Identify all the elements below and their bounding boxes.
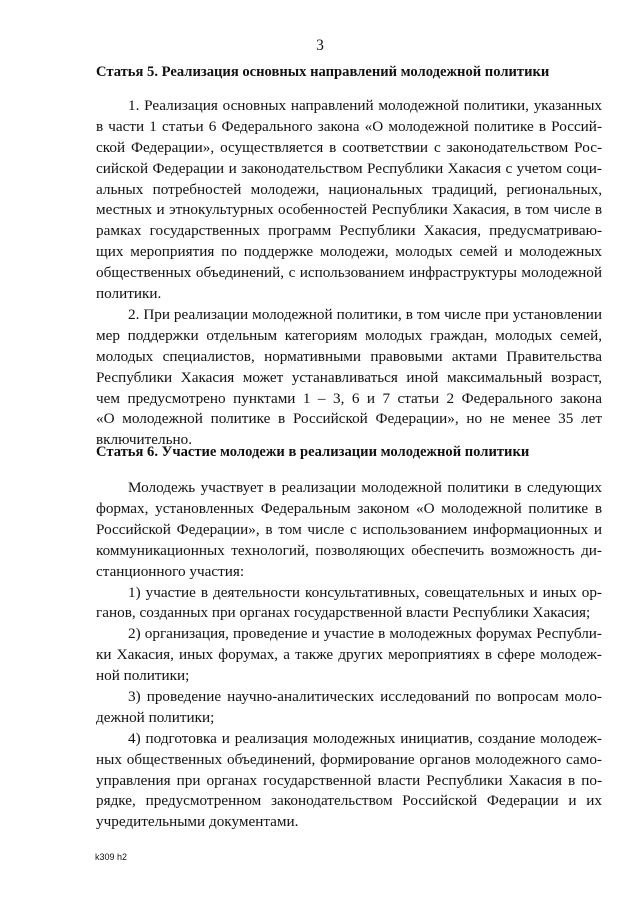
text-line: сийской Федерации и законодательством Республики Хакасия с учетом соци- [96,159,602,177]
article-6-heading: Статья 6. Участие молодежи в реализации молодежной политики [96,444,530,460]
article-6-item-4 [96,729,602,833]
article-6-intro-paragraph [96,478,602,582]
text-line: молодых специалистов, нормативными правовыми актами Правительства [96,347,602,365]
text-line: 4) подготовка и реализация молодежных инициатив, создание молодеж- [128,729,602,747]
text-line: «О молодежной политике в Российской Федерации», но не менее 35 лет [96,410,602,428]
text-line: дежной политики; [96,708,215,726]
text-line: Республики Хакасия может устанавливаться иной максимальный возраст, [96,368,602,386]
text-line: учредительными документами. [96,813,299,831]
article-6-item-2 [96,624,602,687]
text-line: мер поддержки отдельным категориям молодых граждан, молодых семей, [96,326,602,344]
text-line: альных потребностей молодежи, национальных традиций, региональных, [96,180,602,198]
document-code: k309 h2 [95,852,128,862]
text-line: чем предусмотрено пунктами 1 – 3, 6 и 7 статьи 2 Федерального закона [96,389,602,407]
text-line: ки Хакасия, иных форумах, а также других мероприятиях в сфере молодеж- [96,646,602,664]
text-line: политики. [96,285,162,303]
text-line: 2. При реализации молодежной политики, в том числе при установлении [128,306,602,323]
text-line: коммуникационных технологий, позволяющих обеспечить возможность ди- [96,541,602,559]
article-5-heading: Статья 5. Реализация основных направлений молодежной политики [96,64,550,80]
article-5-paragraph-2 [96,305,602,451]
text-line: щих мероприятия по поддержке молодежи, молодых семей и молодежных [96,243,602,261]
text-line: рамках государственных программ Республики Хакасия, предусматриваю- [96,222,602,240]
text-line: в части 1 статьи 6 Федерального закона «О молодежной политике в Россий- [96,117,602,135]
text-line: рядке, предусмотренном законодательством Российской Федерации и их [96,792,602,810]
text-line: Российской Федерации», в том числе с использованием информационных и [96,520,602,538]
article-5-paragraph-1 [96,96,602,305]
text-line: станционного участия: [96,562,245,580]
text-line: 2) организация, проведение и участие в молодежных форумах Республи- [128,625,602,643]
text-line: ской Федерации», осуществляется в соответствии с законодательством Рос- [96,138,602,156]
article-6-item-1 [96,583,602,625]
text-line: общественных объединений, с использованием инфраструктуры молодежной [96,264,602,282]
text-line: ных общественных объединений, формирование органов молодежного само- [96,750,602,768]
text-line: 3) проведение научно-аналитических исследований по вопросам моло- [128,688,602,705]
article-6-item-3 [96,687,602,729]
text-line: 1) участие в деятельности консультативных, совещательных и иных ор- [128,583,602,601]
text-line: включительно. [96,431,193,449]
page-number: 3 [316,37,324,54]
text-line: местных и этнокультурных особенностей Республики Хакасия, в том числе в [96,201,602,219]
text-line: ной политики; [96,667,190,685]
text-line: управления при органах государственной власти Республики Хакасия в по- [96,771,602,789]
text-line: ганов, созданных при органах государственной власти Республики Хакасия; [96,604,591,622]
text-line: формах, установленных Федеральным законом «О молодежной политике в [96,499,602,517]
text-line: Молодежь участвует в реализации молодежной политики в следующих [128,479,602,496]
text-line: 1. Реализация основных направлений молодежной политики, указанных [128,97,602,114]
